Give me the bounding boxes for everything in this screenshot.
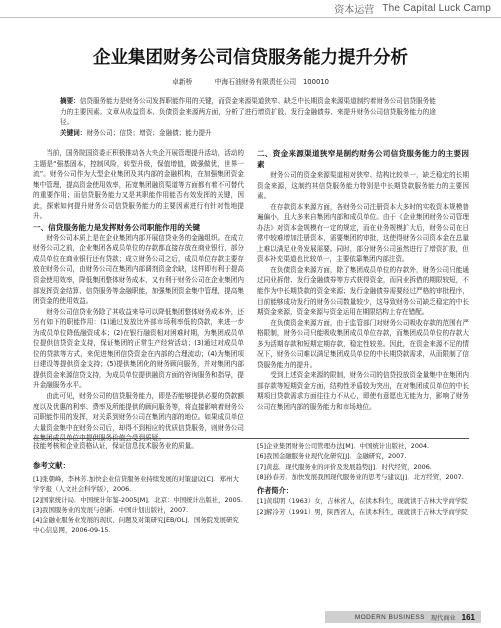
paragraph: 在存款资本来源方面，各财务公司注册资本大多时的实收资本规模普遍偏小，且大多来自集团内部和成员单位。由于《企业集团财务公司管理办法》对资本金规模有一定的规定，而在业务规模扩大后，财务公司在日常中较难增加注册资本，需要集团的审批，这使得财务公司资本金在总量上难以满足业务发展需要。同时，部分财务公司虽然进行了增资扩股，但资本补充渠道也比较单一，主要依靠集团内部注资。 bbox=[257, 202, 469, 264]
reference-item: [1]张朝峰，李林芳.加快企业信贷服务业持续发展的对策建议[C]．郑州大学学报（人文社会科学版），2006. bbox=[33, 475, 239, 494]
references-list-right bbox=[257, 441, 469, 517]
author-bio-item: [1]黄琪明（1963）女，吉林省人，在读本科生，现就读于吉林大学商学院 bbox=[257, 497, 468, 506]
author-bio-item: [2]解冷芳（1991）男，陕西省人，在读本科生，现就读于吉林大学商学院 bbox=[257, 507, 468, 516]
abstract-text: 信贷服务能力是财务公司发挥职能作用的关键，而资金来源渠道狭窄、缺乏中长期资金来源渠道制约着财务公司信贷服务能力的主要因素。文章从收益资本、负债资金来源两方面，分析了进行增资扩股、发行金融债券、来提升财务公司信贷服务能力的途径。 bbox=[60, 97, 436, 126]
author-bio-heading: 作者简介： bbox=[257, 486, 293, 496]
section-heading: 二、资金来源渠道狭窄是制约财务公司信贷服务能力的主要因素 bbox=[257, 149, 469, 169]
running-header-english: The Capital Luck Camp bbox=[382, 3, 491, 14]
page-number: 161 bbox=[461, 612, 475, 622]
footer-journal-english: MODERN BUSINESS bbox=[354, 613, 425, 621]
running-header-section: 资本运营 bbox=[334, 5, 375, 16]
reference-item: [4]金融业服务业发展的现状、问题及对策研究[EB/OL]．国务院发展研究中心信息网，2006-09-15. bbox=[33, 516, 239, 535]
author-affiliation: 中海石油财务有限责任公司 100010 bbox=[214, 78, 329, 86]
reference-item: [5]企业集团财务公司管理办法[M]．中国统计出版社，2004. bbox=[257, 442, 430, 450]
keywords-text: 财务公司；信贷；增资；金融债；能力提升 bbox=[86, 128, 212, 137]
header-rule bbox=[0, 17, 501, 18]
section-heading: 一、信贷服务能力是发挥财务公司职能作用的关键 bbox=[33, 222, 201, 232]
abstract-block bbox=[60, 96, 441, 138]
reference-item: [7]黄蕊．现代服务业的评价及发展趋势[J]．时代经贸，2006. bbox=[257, 462, 432, 471]
closing-sentence: 技能考核和企业资格认证，保证信息技术服务业的质量。 bbox=[33, 442, 198, 450]
keywords-label: 关键词： bbox=[60, 128, 87, 137]
paragraph: 财务公司信贷业务除了其收益来导可以降低集团整体财务成本外，还另有如下的职能作用：(1)通过发放比外部市场利率低的贷款，来进一步为成员单位降低融资成本；(2)在银行融资相对困难时期，为集团成员单位提供信贷资金支持，保证集团的正常生产经营活动；(3)通过对成员单位的贷款等方式，来促进集团信贷资金在内部的合理流动；(4)为集团项目建设等提供资金支持；(5)提供集团化的财务顾问服务，并对集团内部提供资金来源信贷支持，为成员单位提供融资方面的咨询服务和指导，提升金融服务水平。 bbox=[33, 307, 244, 390]
author-name: 卓新桥 bbox=[172, 78, 193, 86]
author-line bbox=[0, 76, 501, 86]
left-column bbox=[33, 148, 244, 444]
paragraph: 财务公司的资金来源渠道相对狭窄、结构比较单一，缺乏稳定的长期资金来源，这制约其信贷服务能力特别是中长期贷款服务能力的主要因素。 bbox=[257, 171, 469, 201]
section-divider bbox=[33, 438, 469, 439]
paragraph: 在负债资金来源方面，除了集团成员单位的存款外，财务公司只能通过同业拆借、发行金融债券等方式获得资金，而同业拆借的期限较短，不能作为中长期贷款的资金来源；发行金融债券需要经过严格的审批程序，目前能够成功发行的财务公司数量较少，这导致财务公司缺乏稳定的中长期资金来源，资金来源与资金运用在期限结构上存在错配。 bbox=[257, 265, 469, 317]
article-title: 企业集团财务公司信贷服务能力提升分析 bbox=[93, 48, 408, 68]
references-heading: 参考文献： bbox=[33, 461, 70, 470]
paragraph: 财务公司本质上是在企业集团内部开展信贷业务的金融组织。在成立财务公司之前，企业集团各成员单位的存款都直接存放在商业银行，部分成员单位在商业银行还有贷款；成立财务公司之后，成员单位存款主要存放在财务公司，由财务公司在集团内部调剂资金余缺，这样即有利于提高资金使用效率，降低集团整体财务成本，又有利于财务公司在企业集团内部发挥资金结算、信贷服务等金融职能，加强集团资金集中管理，提高集团资金的使用效益。 bbox=[33, 233, 244, 306]
footer-journal-chinese: 现代商业 bbox=[430, 614, 456, 622]
right-column bbox=[257, 148, 469, 413]
paragraph: 当前，国务院国资委正积极推动各大央企开展管理提升活动，活动的主题是“强基固本，控制风险，转型升级，保值增值，做强做优，世界一流”。财务公司作为大型企业集团及其内部的金融机构，在加强集团资金集中管理，提高资金使用效率，拓宽集团融资渠道等方面都有着不可替代的重要作用；而信贷服务能力又是其职能作用能否有效发挥的关键，因此，探索如何提升财务公司信贷服务能力的主要因素进行有针对性地提升。 bbox=[33, 149, 244, 221]
running-header bbox=[324, 0, 501, 17]
reference-item: [3]我国服务业的发展与创新．中国计划出版社，2007. bbox=[33, 505, 189, 514]
abstract-label: 摘要： bbox=[60, 97, 80, 105]
paragraph: 受到上述资金来源的限制，财务公司的信贷投放资金量集中在集团内部存款等短期资金方面，结构性矛盾较为突出，在对集团成员单位的中长期项目贷款需求方面往往力不从心，即使有意愿也无能为力，影响了财务公司在集团内部的服务能力和市场地位。 bbox=[257, 371, 469, 412]
page-footer bbox=[325, 611, 481, 623]
paragraph: 由此可见，财务公司的信贷服务能力，即是否能够提供必要的贷款额度以及优惠的利率、费率及所能提供的顾问服务等，将直接影响着财务公司职能作用的发挥，对关系到财务公司在集团内部的地位。如果成员单位大量资金集中在财务公司后，却得不到相应的优质信贷服务，则财务公司 bbox=[33, 392, 244, 432]
paragraph: 在负债资金来源方面，由于监管部门对财务公司吸收存款的范围有严格限制，财务公司只能吸收集团成员单位存款，而集团成员单位的存款大多为活期存款和短期定期存款，稳定性较差。因此，在资金来源不足的情况下，财务公司难以满足集团成员单位的中长期贷款需求，从而限制了信贷服务能力的提升。 bbox=[257, 318, 469, 369]
reference-item: [8]孙春芳．加快发展我国现代服务业的思考与建议[J]．北方经贸，2007. bbox=[257, 472, 464, 481]
reference-item: [6]我国金融服务业现代化研究[J]．金融研究，2007. bbox=[257, 452, 407, 461]
reference-item: [2]国家统计局．中国统计年鉴-2005[M]．北京：中国统计出版社，2005. bbox=[33, 495, 243, 504]
references-list-left bbox=[33, 474, 244, 536]
